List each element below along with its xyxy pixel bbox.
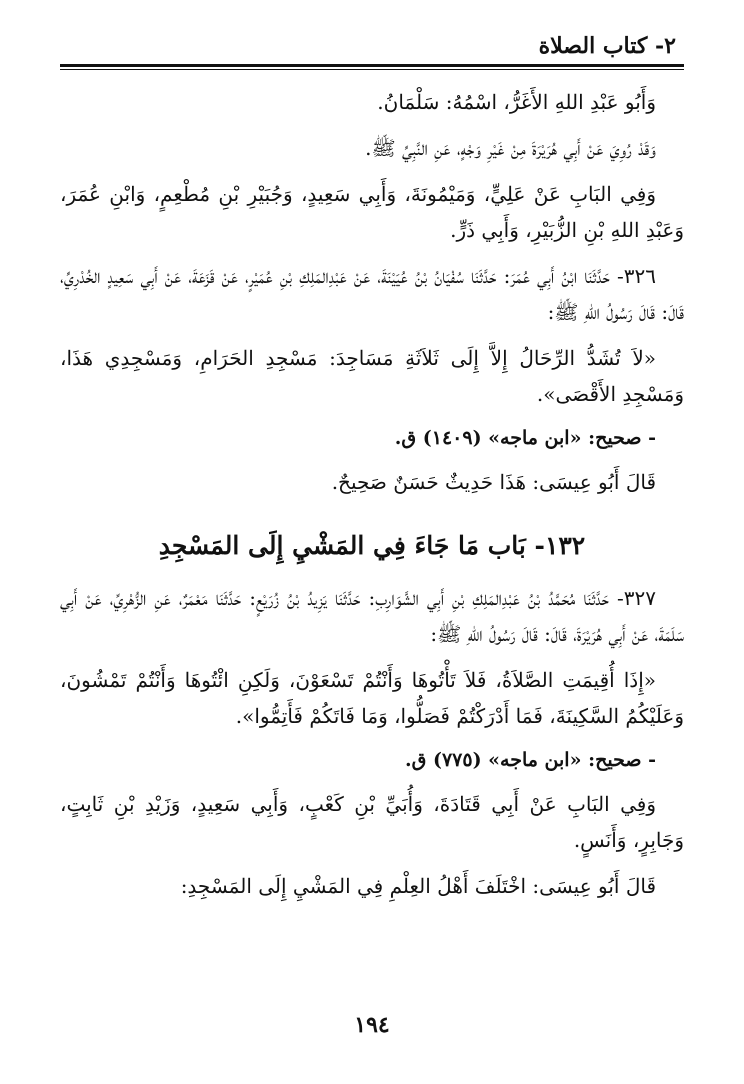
header-title: ٢- كتاب الصلاة [538,33,676,59]
hadith-327-isnad: ٣٢٧- حَدَّثَنَا مُحَمَّدُ بْنُ عَبْدِالمَلِكِ بْنِ أَبِي الشَّوَارِبِ: حَدَّثَنَا يَزِيدُ بْنُ زُرَيْعٍ: حَدَّثَنَا مَعْمَرٌ، عَنِ الزُّهْرِيِّ، عَنْ أَبِي سَلَمَةَ، عَنْ أَبِي هُرَيْرَةَ، قَالَ: قَالَ رَسُولُ اللهِ ﷺ: [60,586,684,646]
page-body [60,84,684,914]
hadith-327-matn: «إِذَا أُقِيمَتِ الصَّلاَةُ، فَلاَ تَأْتُوهَا وَأَنْتُمْ تَسْعَوْنَ، وَلَكِنِ ائْتُوهَا وَأَنْتُمْ تَمْشُونَ، وَعَلَيْكُمُ السَّكِينَةَ، فَمَا أَدْرَكْتُمْ فَصَلُّوا، وَمَا فَاتَكُمْ فَأَتِمُّوا». [60,668,684,728]
hadith-326-matn: «لاَ تُشَدُّ الرِّحَالُ إِلاَّ إِلَى ثَلاَثَةِ مَسَاجِدَ: مَسْجِدِ الحَرَامِ، وَمَسْجِدِي هَذَا، وَمَسْجِدِ الأَقْصَى». [60,346,684,406]
header-rule-thick [60,64,684,67]
page-number: ١٩٤ [354,1012,390,1038]
hadith-327-grade: - صحيح: «ابن ماجه» (٧٧٥) ق. [404,749,656,771]
abu-isa-comment-2: قَالَ أَبُو عِيسَى: اخْتَلَفَ أَهْلُ العِلْمِ فِي المَشْيِ إِلَى المَسْجِدِ: [180,874,656,898]
paragraph-agharr-name: وَأَبُو عَبْدِ اللهِ الأَغَرُّ، اسْمُهُ: سَلْمَانُ. [377,90,656,114]
paragraph-narration-note: وَقَدْ رُوِيَ عَنْ أَبِي هُرَيْرَةَ مِنْ غَيْرِ وَجْهٍ، عَنِ النَّبِيِّ ﷺ. [365,136,656,160]
paragraph-fil-bab-1: وَفِي البَابِ عَنْ عَلِيٍّ، وَمَيْمُونَةَ، وَأَبِي سَعِيدٍ، وَجُبَيْرِ بْنِ مُطْعِمٍ، وَابْنِ عُمَرَ، وَعَبْدِ اللهِ بْنِ الزُّبَيْرِ، وَأَبِي ذَرٍّ. [60,182,684,242]
paragraph-fil-bab-2: وَفِي البَابِ عَنْ أَبِي قَتَادَةَ، وَأُبَيِّ بْنِ كَعْبٍ، وَأَبِي سَعِيدٍ، وَزَيْدِ بْنِ ثَابِتٍ، وَجَابِرٍ، وَأَنَسٍ. [60,792,684,852]
header-rule-thin [60,69,684,70]
abu-isa-comment-1: قَالَ أَبُو عِيسَى: هَذَا حَدِيثٌ حَسَنٌ صَحِيحٌ. [331,470,656,494]
running-header [60,28,684,68]
hadith-326-isnad: ٣٢٦- حَدَّثَنَا ابْنُ أَبِي عُمَرَ: حَدَّثَنَا سُفْيَانُ بْنُ عُيَيْنَةَ، عَنْ عَبْدِالمَلِكِ بْنِ عُمَيْرٍ، عَنْ قَزَعَةَ، عَنْ أَبِي سَعِيدٍ الخُدْرِيِّ، قَالَ: قَالَ رَسُولُ اللهِ ﷺ: [60,264,684,324]
hadith-326-grade: - صحيح: «ابن ماجه» (١٤٠٩) ق. [394,427,656,449]
chapter-heading: ١٣٢- بَاب مَا جَاءَ فِي المَشْيِ إِلَى المَسْجِدِ [158,531,586,560]
